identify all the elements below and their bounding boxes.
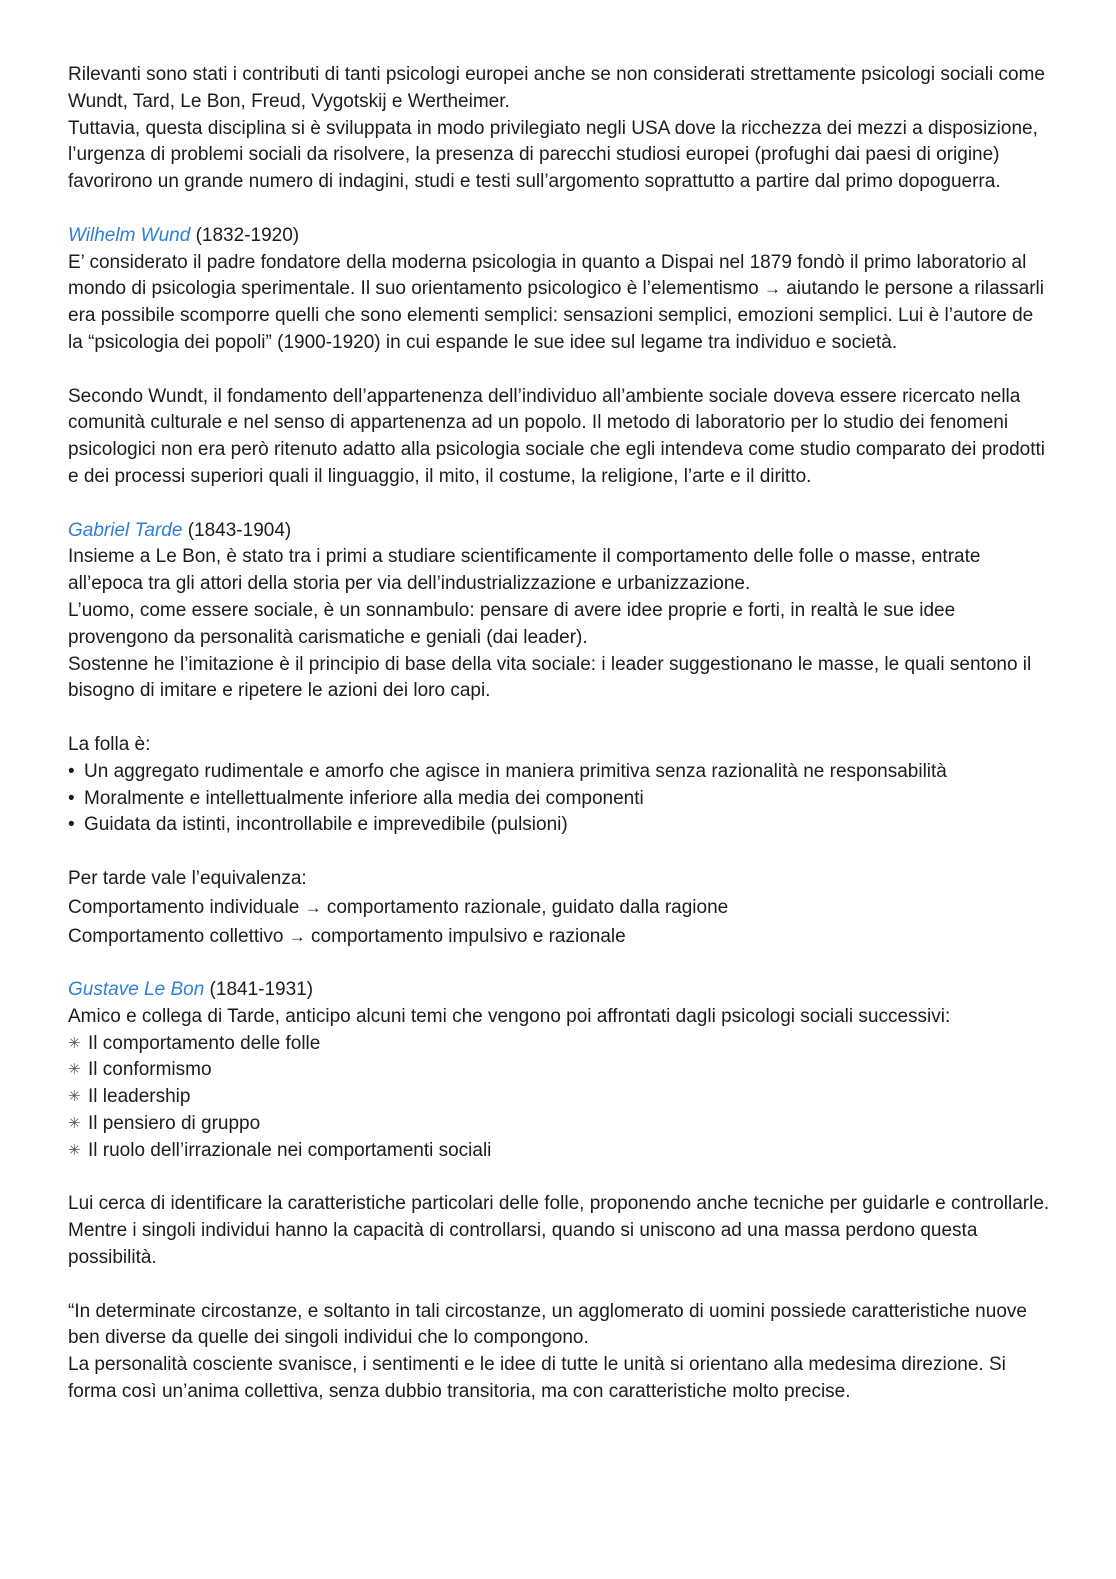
list-item: • Un aggregato rudimentale e amorfo che agisce in maniera primitiva senza razionalità ne responsabilità (68, 759, 1053, 786)
list-item (68, 1111, 1053, 1138)
list-item (68, 1057, 1053, 1084)
list-item: • Moralmente e intellettualmente inferiore alla media dei componenti (68, 786, 1053, 813)
star-bullet-icon: ✳ (68, 1115, 81, 1133)
lebon-quote-1: “In determinate circostanze, e soltanto in tali circostanze, un agglomerato di uomini possiede caratteristiche nuove ben diverse da quelle dei singoli individui che lo compongono. (68, 1300, 1027, 1349)
wundt-paragraph-1 (68, 250, 1053, 357)
folla-intro: La folla è: (68, 733, 151, 755)
theme-label: Il conformismo (88, 1059, 212, 1081)
intro-paragraph-1: Rilevanti sono stati i contributi di tanti psicologi europei anche se non considerati strettamente psicologi sociali come Wundt, Tard, Le Bon, Freud, Vygotskij e Wertheimer. (68, 64, 1045, 112)
equivalence-2-left: Comportamento collettivo (68, 925, 284, 947)
lebon-paragraph-2: Lui cerca di identificare la caratteristiche particolari delle folle, proponendo anche tecniche per guidarle e controllarle. Mentre i singoli individui hanno la capacità di controllarsi, quando si uniscono ad una massa perdono questa possibilità. (68, 1193, 1050, 1269)
arrow-icon: → (763, 279, 781, 299)
tarde-paragraph-2: L’uomo, come essere sociale, è un sonnambulo: pensare di avere idee proprie e forti, in realtà le sue idee provengono da personalità carismatiche e geniali (dai leader). (68, 599, 956, 648)
star-bullet-icon: ✳ (68, 1141, 81, 1159)
wundt-paragraph-1-part-a: E’ considerato il padre fondatore della moderna psicologia in quanto a Dispai nel 1879 fondò il primo laboratorio al mondo di psicologia sperimentale. Il suo orientamento psicologico è l’elementismo (68, 251, 1027, 300)
lebon-quote-2: La personalità cosciente svanisce, i sentimenti e le idee di tutte le unità si orientano alla medesima direzione. Si forma così un’anima collettiva, senza dubbio transitoria, ma con caratteristiche molto precise. (68, 1354, 1006, 1403)
equivalence-2-right: comportamento impulsivo e razionale (311, 925, 626, 947)
lebon-themes-list (68, 1031, 1053, 1165)
star-bullet-icon: ✳ (68, 1034, 81, 1052)
list-item (68, 1084, 1053, 1111)
list-item: • Guidata da istinti, incontrollabile e imprevedibile (pulsioni) (68, 812, 1053, 839)
theme-label: Il ruolo dell’irrazionale nei comportamenti sociali (88, 1139, 492, 1161)
wundt-heading (68, 223, 1053, 250)
equivalence-line-2 (68, 924, 1053, 951)
wundt-paragraph-1-part-b: aiutando le persone a rilassarli era possibile scomporre quelli che sono elementi semplici: sensazioni semplici, emozioni semplici. Lui è l’autore de la “psicologia dei popoli” (1900-1920) in cui espande le sue idee sul legame tra individuo e società. (68, 278, 1044, 353)
tarde-paragraph-1: Insieme a Le Bon, è stato tra i primi a studiare scientificamente il comportamento delle folle o masse, entrate all’epoca tra gli attori della storia per via dell’industrializzazione e urbanizzazione. (68, 546, 981, 595)
theme-label: Il leadership (88, 1086, 191, 1108)
arrow-icon: → (304, 897, 322, 917)
tarde-dates: (1843-1904) (187, 519, 292, 541)
wundt-paragraph-2: Secondo Wundt, il fondamento dell’appartenenza dell’individuo all’ambiente sociale doveva essere ricercato nella comunità culturale e nel senso di appartenenza ad un popolo. Il metodo di laboratorio per lo studio dei fenomeni psicologici non era però ritenuto adatto alla psicologia sociale che egli intendeva come studio comparato dei prodotti e dei processi superiori quali il linguaggio, il mito, il costume, la religione, l’arte e il diritto. (68, 385, 1045, 487)
wundt-name: Wilhelm Wund (68, 224, 191, 246)
tarde-heading (68, 518, 1053, 545)
list-item (68, 1031, 1053, 1058)
folla-list (68, 759, 1053, 839)
arrow-icon: → (288, 926, 306, 946)
wundt-dates: (1832-1920) (195, 224, 300, 246)
equivalence-intro: Per tarde vale l’equivalenza: (68, 867, 307, 889)
star-bullet-icon: ✳ (68, 1088, 81, 1106)
tarde-name: Gabriel Tarde (68, 519, 183, 541)
star-bullet-icon: ✳ (68, 1061, 81, 1079)
document-page (68, 62, 1053, 1406)
lebon-dates: (1841-1931) (209, 979, 314, 1001)
theme-label: Il pensiero di gruppo (88, 1113, 261, 1135)
list-item (68, 1138, 1053, 1165)
tarde-paragraph-3: Sostenne he l’imitazione è il principio di base della vita sociale: i leader suggestionano le masse, le quali sentono il bisogno di imitare e ripetere le azioni dei loro capi. (68, 653, 1032, 702)
equivalence-1-right: comportamento razionale, guidato dalla ragione (326, 896, 729, 918)
lebon-paragraph-1: Amico e collega di Tarde, anticipo alcuni temi che vengono poi affrontati dagli psicologi sociali successivi: (68, 1005, 951, 1027)
theme-label: Il comportamento delle folle (88, 1032, 321, 1054)
equivalence-line-1 (68, 895, 1053, 922)
equivalence-1-left: Comportamento individuale (68, 896, 300, 918)
lebon-heading (68, 977, 1053, 1004)
intro-paragraph-2: Tuttavia, questa disciplina si è sviluppata in modo privilegiato negli USA dove la ricchezza dei mezzi a disposizione, l’urgenza di problemi sociali da risolvere, la presenza di parecchi studiosi europei (profughi dai paesi di origine) favorirono un grande numero di indagini, studi e testi sull’argomento soprattutto a partire dal primo dopoguerra. (68, 117, 1038, 193)
lebon-name: Gustave Le Bon (68, 979, 205, 1001)
